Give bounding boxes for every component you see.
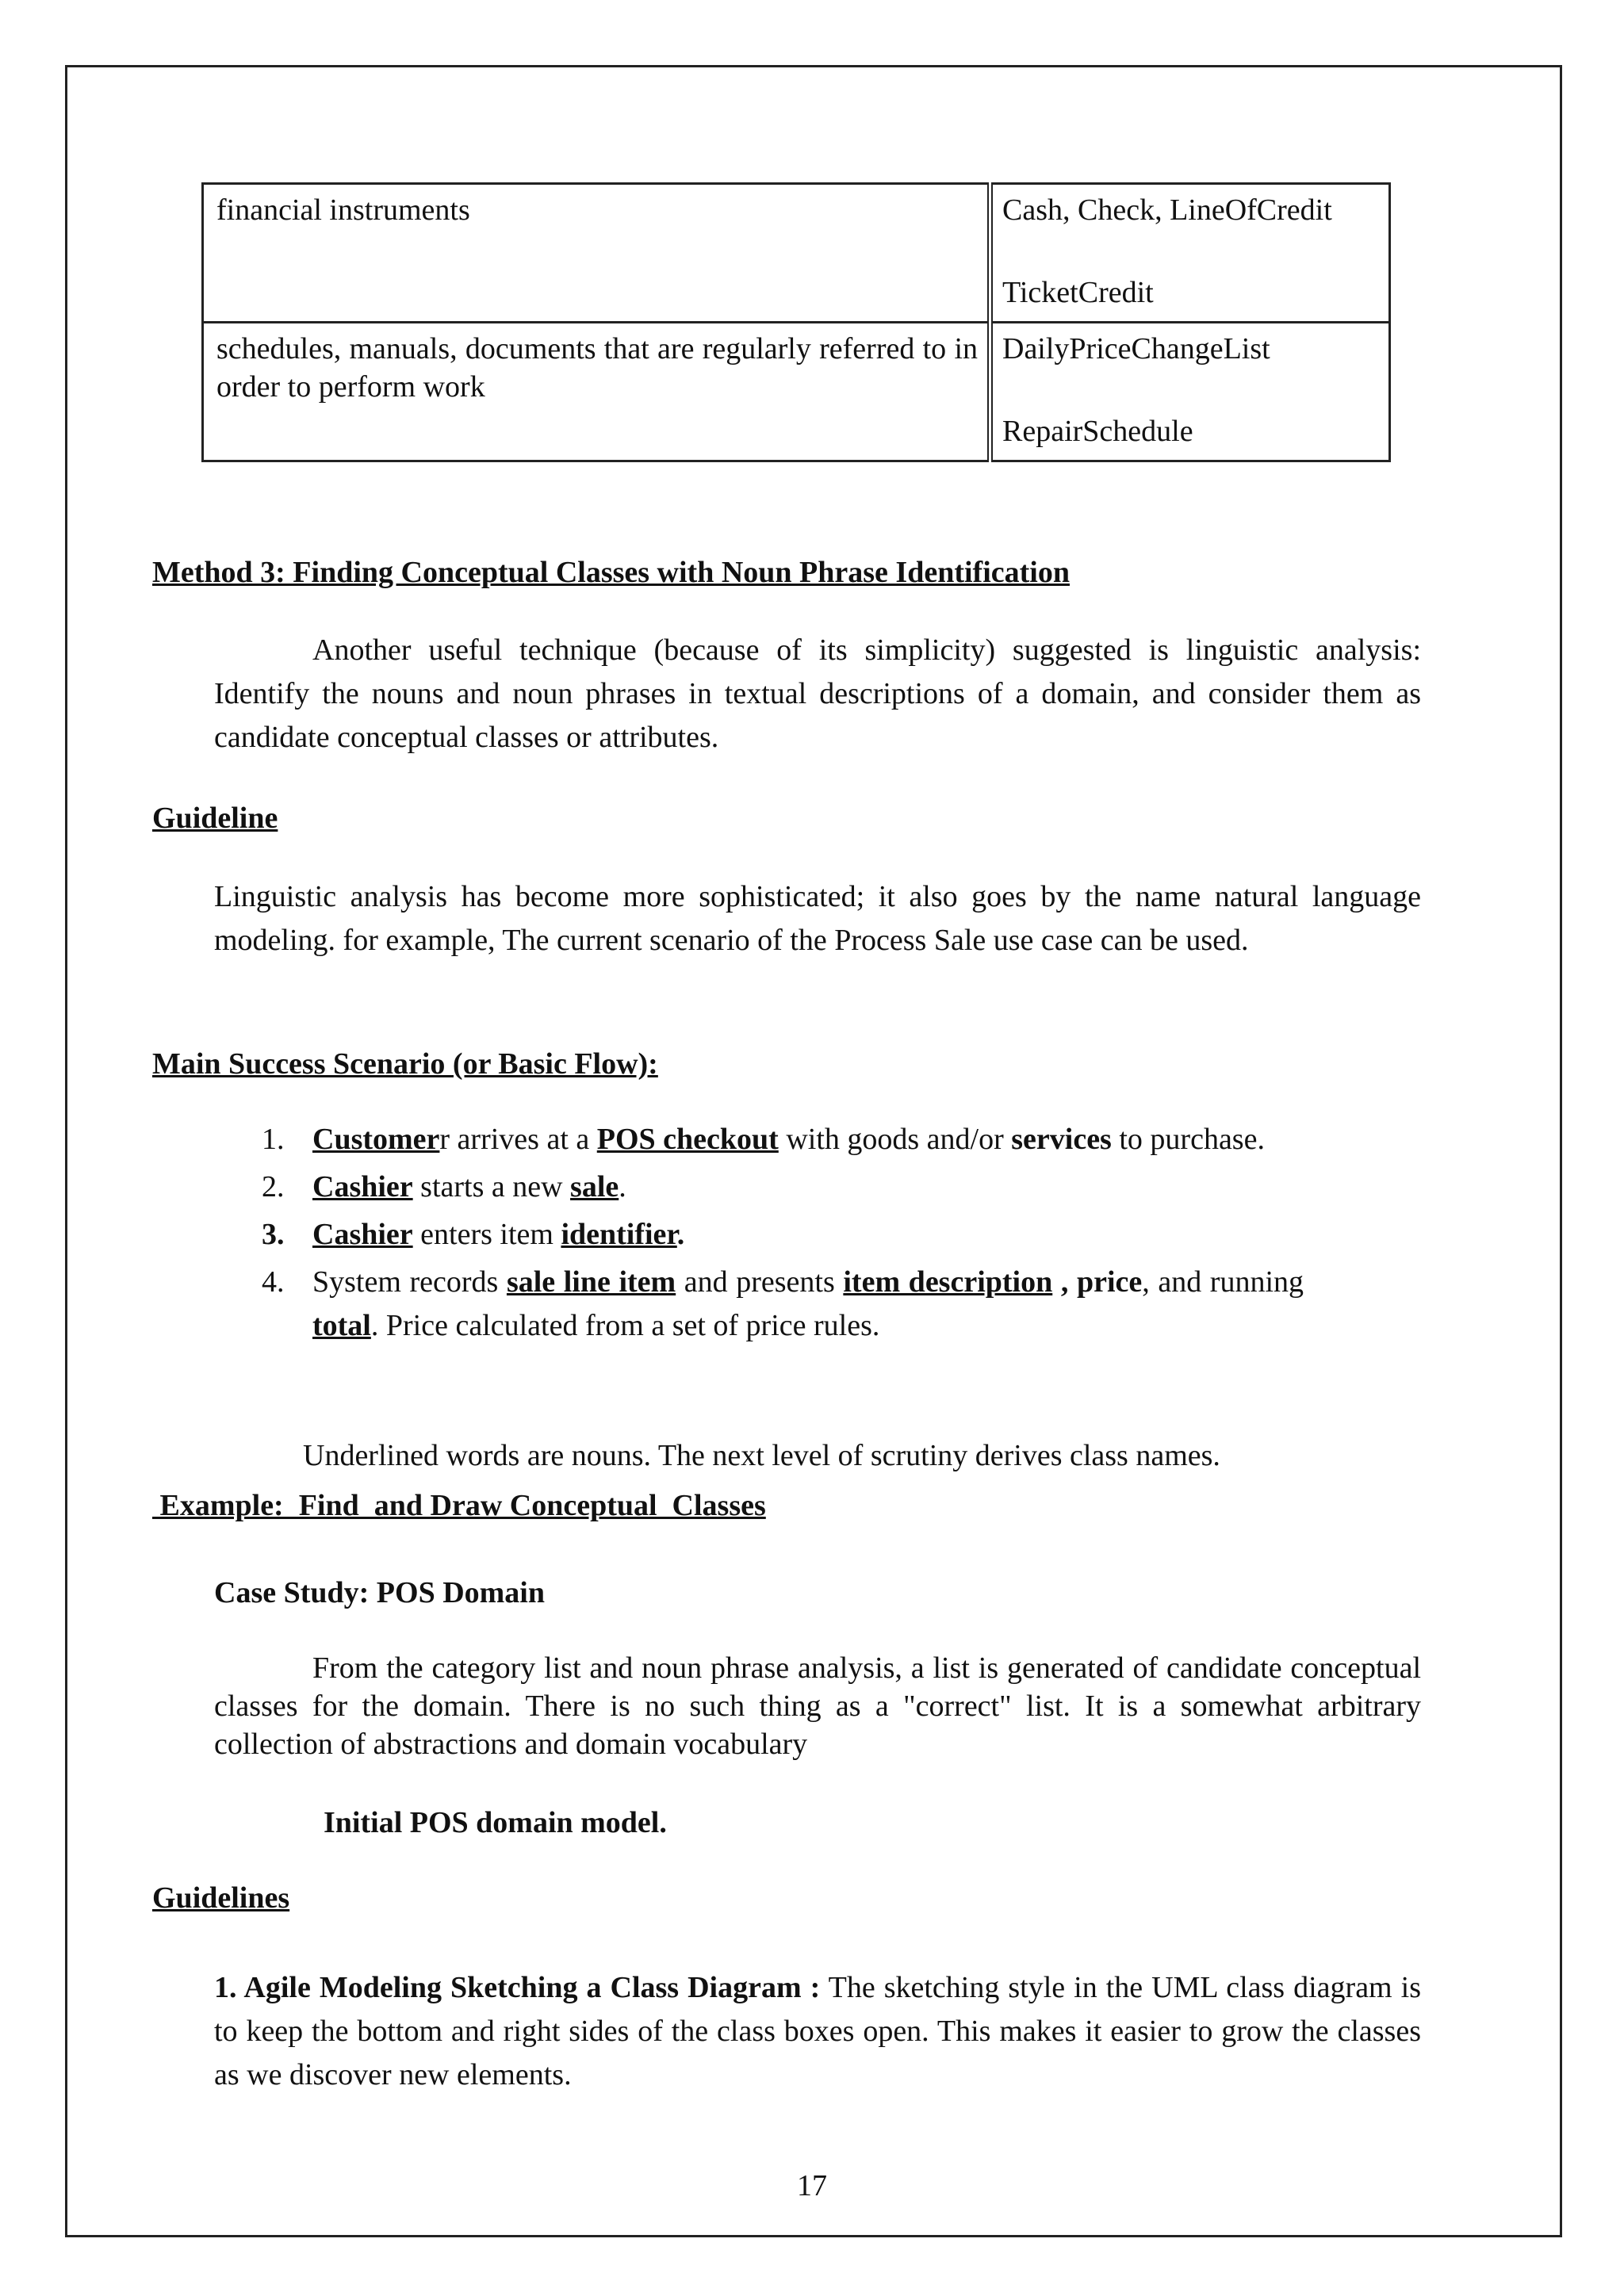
noun-services: services [1011,1123,1112,1156]
list-item: 4. System records sale line item and presents item description , price, and running total. Price calculated from a set of price rules. [262,1265,1304,1342]
noun-price: price [1076,1265,1143,1299]
list-item: 3. Cashier enters item identifier. [262,1218,685,1251]
model-title: Initial POS domain model. [324,1806,667,1839]
list-item: 1. Customerr arrives at a POS checkout with goods and/or services to purchase. [262,1123,1265,1156]
case-study-title: Case Study: POS Domain [214,1576,545,1609]
noun-cashier: Cashier [312,1170,413,1203]
scenario-note: Underlined words are nouns. The next level of scrutiny derives class names. [303,1439,1220,1472]
main-scenario-heading: Main Success Scenario (or Basic Flow): [152,1047,658,1081]
page-number: 17 [797,2169,827,2202]
example-paragraph: From the category list and noun phrase analysis, a list is generated of candidate conceptual classes for the domain. There is no such thing as a "correct" list. It is a somewhat arbitrary collection of abstractions and domain vocabulary [214,1651,1421,1761]
noun-total: total [312,1309,371,1342]
noun-sale: sale [570,1170,619,1203]
table-row [203,323,1390,461]
list-item: 2. Cashier starts a new sale. [262,1170,626,1203]
method3-paragraph: Another useful technique (because of its simplicity) suggested is linguistic analysis: Identify the nouns and noun phrases in textual descriptions of a domain, and consider them as candidate conceptual classes or attributes. [214,633,1421,754]
guideline-heading: Guideline [152,802,278,835]
noun-customer: Customer [312,1123,440,1156]
noun-cashier: Cashier [312,1218,413,1251]
guidelines-paragraph: 1. Agile Modeling Sketching a Class Diagram : The sketching style in the UML class diagram is to keep the bottom and right sides of the class boxes open. This makes it easier to grow the classes as we discover new elements. [214,1971,1421,2091]
category-table [201,182,1391,462]
noun-item-description: item description [843,1265,1053,1299]
method3-heading: Method 3: Finding Conceptual Classes with Noun Phrase Identification [152,556,1070,589]
noun-identifier: identifier [561,1218,677,1251]
category-cell: schedules, manuals, documents that are regularly referred to in order to perform work [203,323,990,461]
examples-cell: Cash, Check, LineOfCredit TicketCredit [990,184,1390,323]
category-cell: financial instruments [203,184,990,323]
scenario-list [214,1118,1364,1352]
table-row [203,184,1390,323]
example-heading: Example: Find and Draw Conceptual Classes [152,1489,766,1522]
noun-pos-checkout: POS checkout [596,1123,779,1156]
examples-cell: DailyPriceChangeList RepairSchedule [990,323,1390,461]
guideline-paragraph: Linguistic analysis has become more sophisticated; it also goes by the name natural language modeling. for example, The current scenario of the Process Sale use case can be used. [214,880,1421,957]
noun-sale-line-item: sale line item [506,1265,676,1299]
guidelines-heading: Guidelines [152,1881,290,1915]
guideline-item-title: 1. Agile Modeling Sketching a Class Diagram : [214,1971,821,2004]
